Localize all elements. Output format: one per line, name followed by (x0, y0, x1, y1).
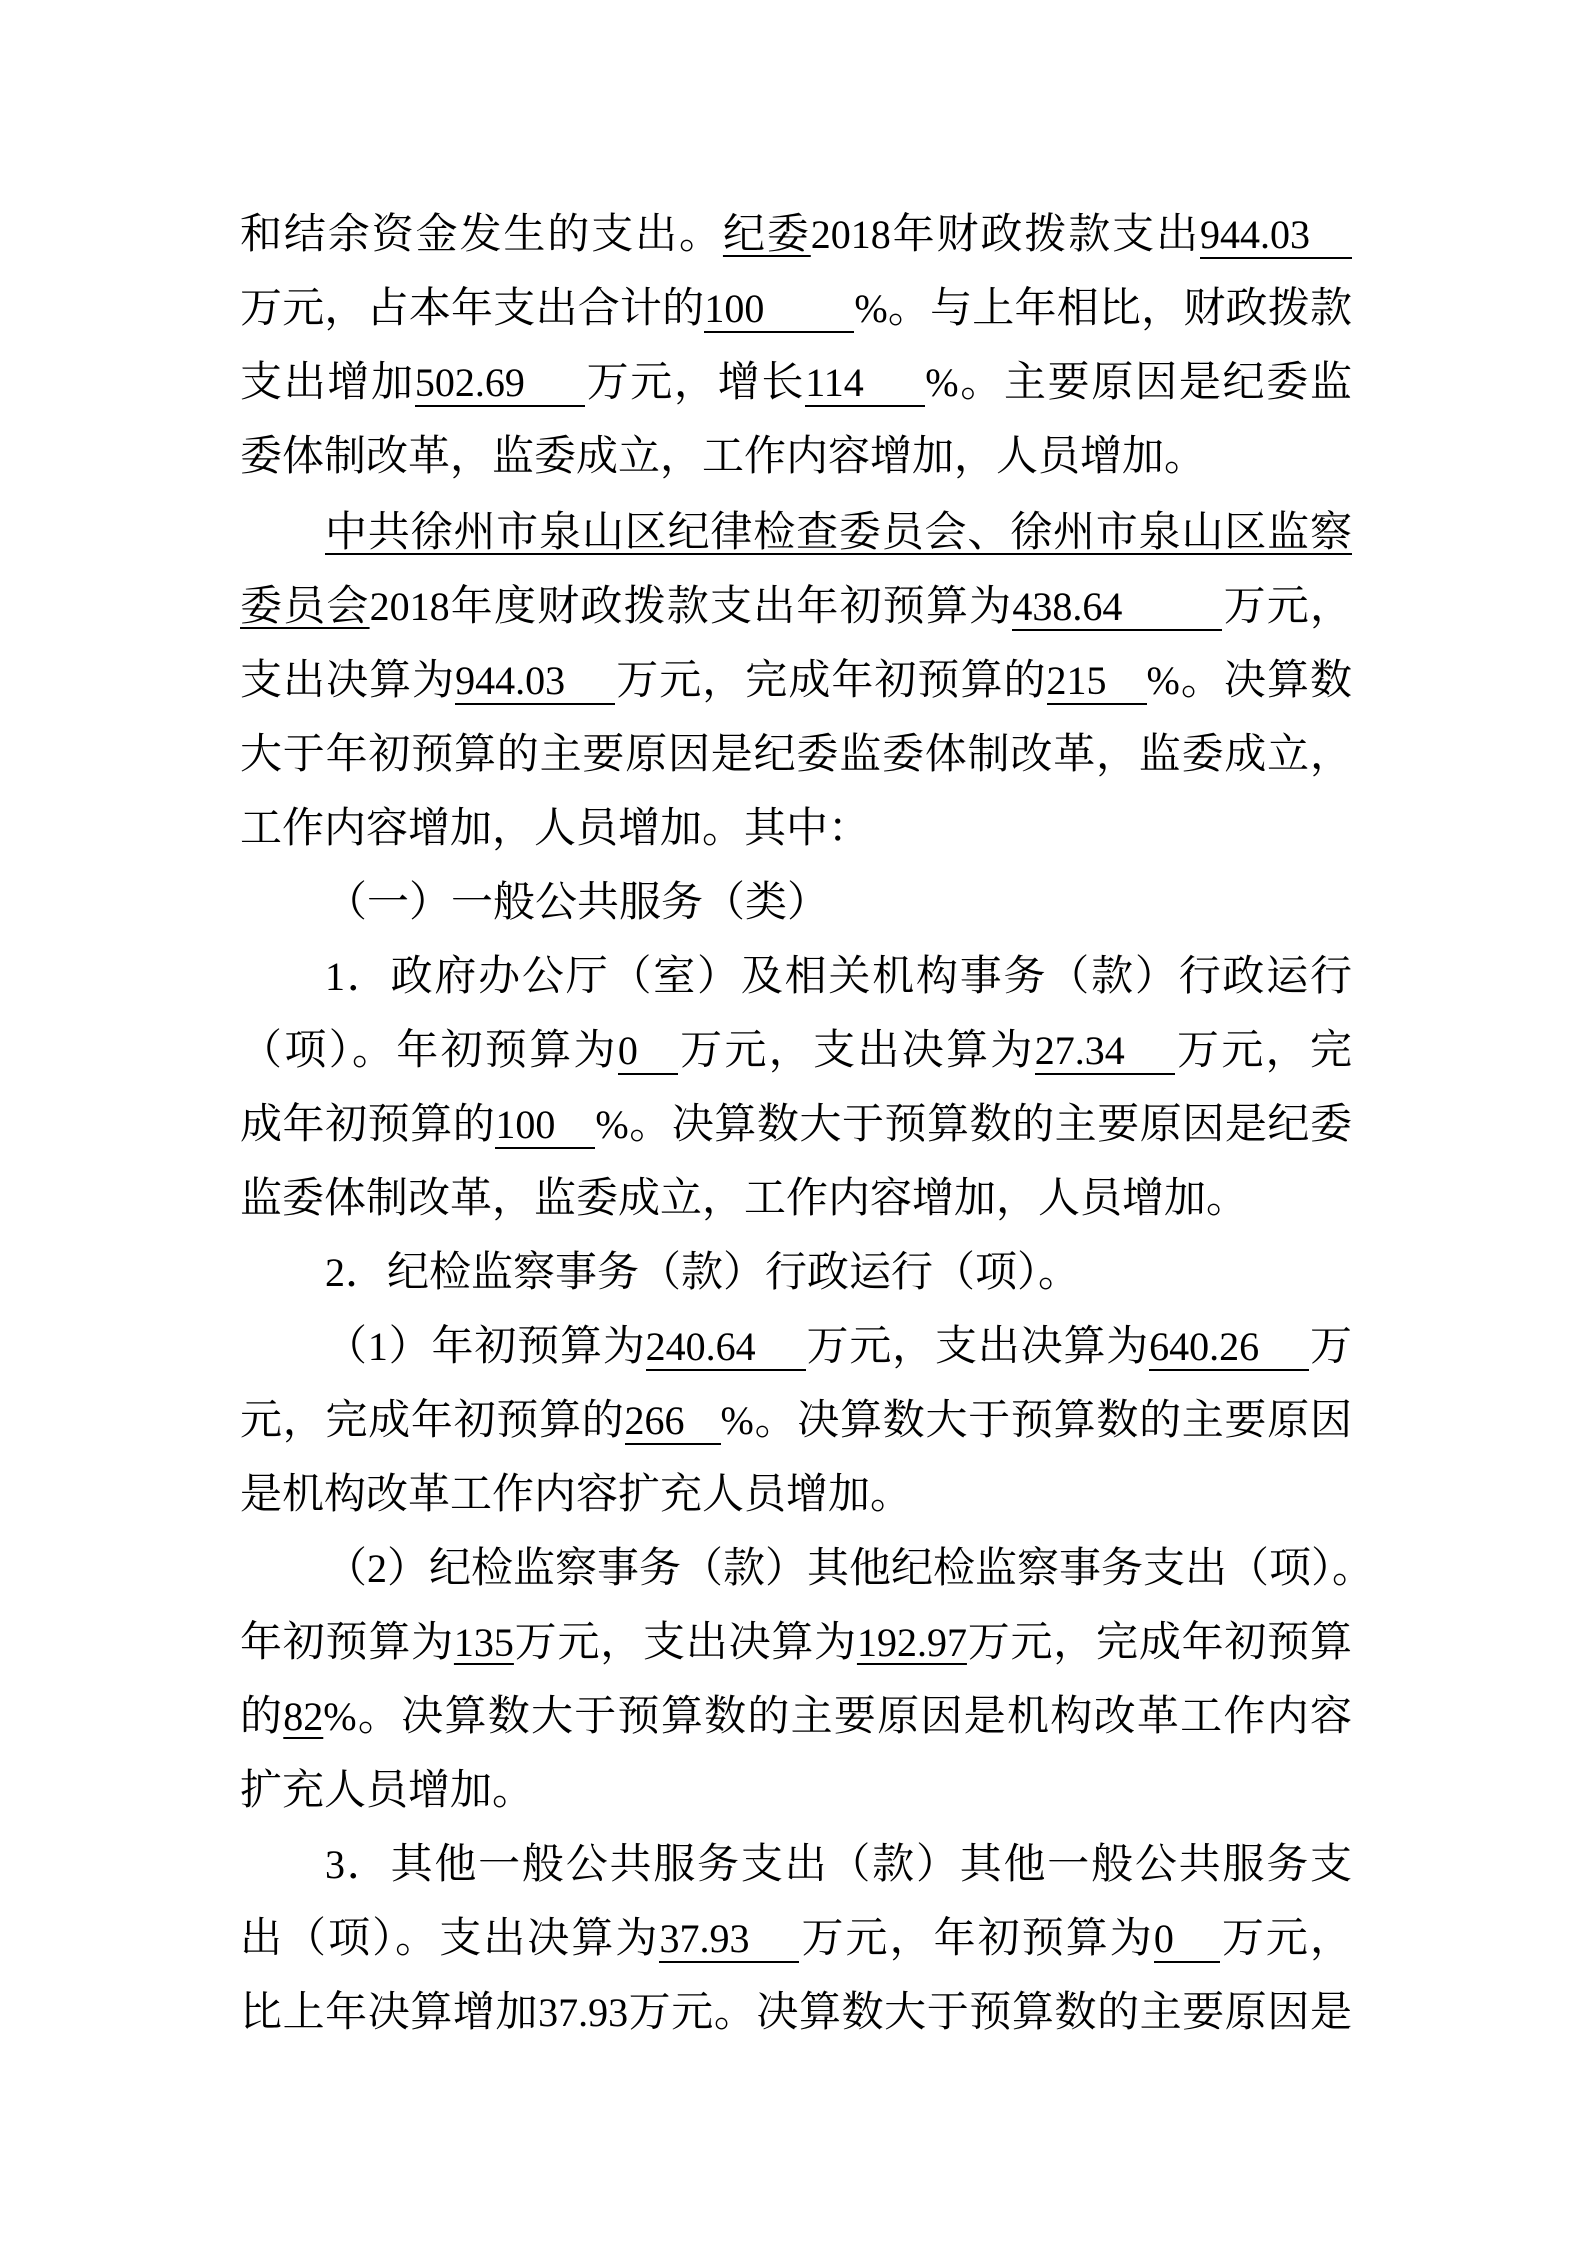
text: 工作内容增加，人员增加。其中： (240, 803, 871, 852)
percent-value: 100 (495, 1103, 595, 1149)
org-name: 委员会 (240, 581, 370, 630)
text: （ (325, 1321, 368, 1370)
text: 。决算数大于预算数的主要原因 (753, 1395, 1352, 1444)
p1-line-1 (240, 206, 1352, 263)
p1-line-4 (240, 428, 1352, 484)
item1-line-3 (240, 1096, 1352, 1153)
text: 是机构改革工作内容扩充人员增加。 (240, 1469, 913, 1518)
section-heading (325, 874, 1352, 930)
text: 年财政拨款支出 (890, 209, 1200, 258)
text: 元，完成年初预算的 (240, 1395, 625, 1444)
text: 的 (240, 1691, 284, 1740)
text: （ (325, 1543, 368, 1592)
text: 万元。决算数大于预算数的主要原因是 (628, 1987, 1352, 2036)
text: ）纪检监察事务（款）其他纪检监察事务支出（项）。 (387, 1543, 1375, 1592)
text: 万元，完 (1174, 1025, 1352, 1074)
amount-value: 192.97 (856, 1620, 967, 1665)
text: 万元，支出决算为 (805, 1321, 1150, 1370)
item-number: 1 (325, 954, 345, 999)
percent-sign: % (1146, 658, 1180, 703)
item1-line-1 (325, 948, 1352, 1005)
text: ．其他一般公共服务支出（款）其他一般公共服务支 (345, 1839, 1352, 1888)
text: ．纪检监察事务（款）行政运行（项）。 (345, 1247, 1081, 1296)
text: （项）。年初预算为 (240, 1025, 618, 1074)
p1-line-3 (240, 354, 1352, 411)
text: 和结余资金发生的支出。 (240, 209, 723, 258)
text: 比上年决算增加 (240, 1987, 539, 2036)
amount-value: 640.26 (1149, 1325, 1309, 1371)
amount-value: 27.34 (1035, 1029, 1175, 1075)
org-name: 纪委 (722, 209, 811, 258)
percent-sign: % (720, 1398, 754, 1443)
amount-value: 944.03 (1200, 213, 1352, 259)
item-number: 3 (325, 1842, 345, 1887)
text: 万元，支出决算为 (513, 1617, 857, 1666)
text: 年度财政拨款支出年初预算为 (449, 581, 1013, 630)
text: 监委体制改革，监委成立，工作内容增加，人员增加。 (240, 1173, 1249, 1222)
item2-1-line-2 (240, 1392, 1352, 1449)
amount-value: 240.64 (646, 1325, 806, 1371)
text: 。与上年相比，财政拨款 (887, 283, 1352, 332)
item3-line-1 (325, 1836, 1352, 1893)
p2-line-2 (240, 578, 1352, 635)
text: 。主要原因是纪委监 (958, 357, 1352, 406)
text: 万元，年初预算为 (799, 1913, 1154, 1962)
amount-value: 135 (453, 1620, 514, 1665)
sub-item-number: 1 (367, 1324, 388, 1369)
text: 。决算数大于预算数的主要原因是机构改革工作内容 (356, 1691, 1352, 1740)
amount-value: 0 (618, 1029, 678, 1075)
item2-1-line-3 (240, 1466, 1352, 1522)
text: 。决算数 (1179, 655, 1352, 704)
item3-line-2 (240, 1910, 1352, 1966)
text: 万元，支出决算为 (677, 1025, 1035, 1074)
p2-line-1 (325, 504, 1352, 560)
text: ．政府办公厅（室）及相关机构事务（款）行政运行 (345, 951, 1352, 1000)
amount-value: 944.03 (455, 659, 615, 705)
p2-line-5 (240, 800, 1352, 856)
item2-2-line-1 (325, 1540, 1375, 1597)
item1-line-2 (240, 1022, 1352, 1078)
item2-1-line-1 (325, 1318, 1352, 1375)
text: 支出决算为 (240, 655, 456, 704)
text: 出（项）。支出决算为 (240, 1913, 660, 1962)
p1-line-2 (240, 280, 1352, 337)
item1-line-4 (240, 1170, 1352, 1226)
text: 委体制改革，监委成立，工作内容增加，人员增加。 (240, 431, 1207, 480)
p2-line-3 (240, 652, 1352, 709)
percent-value: 114 (805, 361, 925, 407)
item2-2-line-4 (240, 1762, 1352, 1818)
percent-value: 266 (625, 1399, 721, 1445)
item2-line-1 (325, 1244, 1352, 1301)
text: 万元，完成年初预算 (966, 1617, 1352, 1666)
p2-line-4 (240, 726, 1352, 782)
percent-value: 82 (283, 1694, 324, 1739)
item3-line-3 (240, 1984, 1352, 2041)
percent-sign: % (323, 1694, 357, 1739)
text: 扩充人员增加。 (240, 1765, 535, 1814)
year: 2018 (810, 212, 891, 257)
percent-value: 100 (704, 287, 854, 333)
item2-2-line-3 (240, 1688, 1352, 1745)
percent-sign: % (925, 360, 959, 405)
text: 。决算数大于预算数的主要原因是纪委 (628, 1099, 1352, 1148)
percent-value: 215 (1047, 659, 1147, 705)
item-number: 2 (325, 1250, 345, 1295)
amount-value: 438.64 (1012, 585, 1222, 631)
text: 万元， (1219, 1913, 1352, 1962)
org-name: 中共徐州市泉山区纪律检查委员会、徐州市泉山区监察 (325, 507, 1352, 556)
text: 万 (1309, 1321, 1352, 1370)
amount-value: 502.69 (415, 361, 585, 407)
text: ）年初预算为 (387, 1321, 646, 1370)
text: 万元，占本年支出合计的 (240, 283, 705, 332)
heading-text: （一）一般公共服务（类） (325, 877, 830, 926)
item2-2-line-2 (240, 1614, 1352, 1671)
text: 年初预算为 (240, 1617, 454, 1666)
percent-sign: % (854, 286, 888, 331)
text: 万元， (1222, 581, 1352, 630)
text: 万元，增长 (584, 357, 806, 406)
text: 支出增加 (240, 357, 415, 406)
amount-value: 37.93 (538, 1990, 629, 2035)
text: 万元，完成年初预算的 (615, 655, 1047, 704)
percent-sign: % (595, 1102, 629, 1147)
amount-value: 0 (1154, 1917, 1220, 1963)
text: 成年初预算的 (240, 1099, 496, 1148)
year: 2018 (369, 584, 450, 629)
amount-value: 37.93 (659, 1917, 799, 1963)
sub-item-number: 2 (367, 1546, 388, 1591)
text: 大于年初预算的主要原因是纪委监委体制改革，监委成立， (240, 729, 1352, 778)
